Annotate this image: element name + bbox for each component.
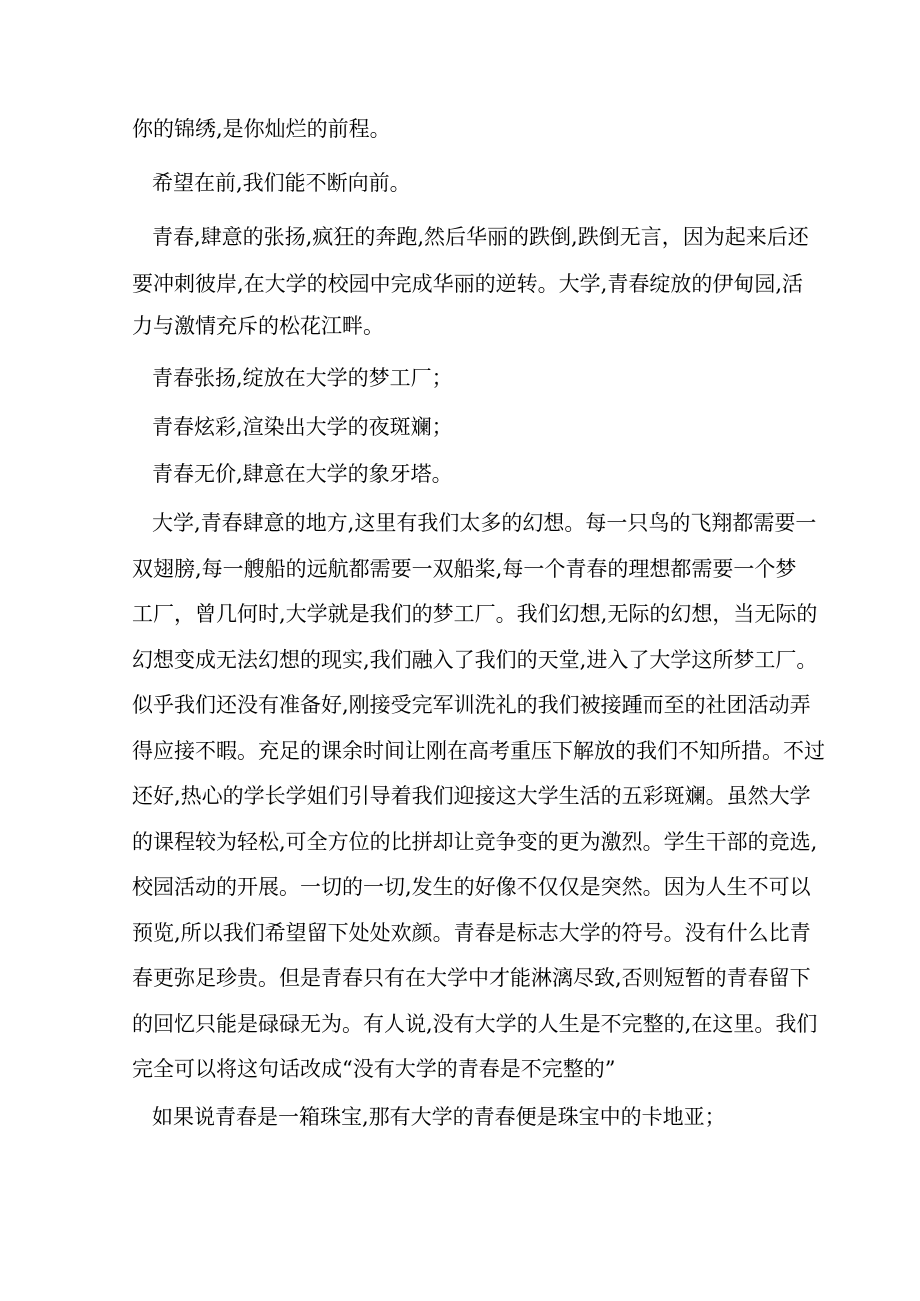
text-line-12: 幻想变成无法幻想的现实,我们融入了我们的天堂,进入了大学这所梦工厂。 <box>132 648 818 672</box>
text-line-19: 春更弥足珍贵。但是青春只有在大学中才能淋漓尽致,否则短暂的青春留下 <box>132 966 811 990</box>
text-line-2: 希望在前,我们能不断向前。 <box>152 171 411 195</box>
text-line-18: 预览,所以我们希望留下处处欢颜。青春是标志大学的符号。没有什么比青 <box>132 921 811 945</box>
text-line-6: 青春张扬,绽放在大学的梦工厂； <box>152 366 453 390</box>
text-line-17: 校园活动的开展。一切的一切,发生的好像不仅仅是突然。因为人生不可以 <box>132 875 811 899</box>
text-line-21: 完全可以将这句话改成“没有大学的青春是不完整的” <box>132 1057 616 1081</box>
text-line-10: 双翅膀,每一艘船的远航都需要一双船桨,每一个青春的理想都需要一个梦 <box>132 557 797 581</box>
text-line-15: 还好,热心的学长学姐们引导着我们迎接这大学生活的五彩斑斓。虽然大学 <box>132 784 811 808</box>
text-line-13: 似乎我们还没有准备好,刚接受完军训洗礼的我们被接踵而至的社团活动弄 <box>132 693 811 717</box>
text-line-9: 大学,青春肆意的地方,这里有我们太多的幻想。每一只鸟的飞翔都需要一 <box>152 511 817 535</box>
text-line-3: 青春,肆意的张扬,疯狂的奔跑,然后华丽的跌倒,跌倒无言，因为起来后还 <box>152 225 809 249</box>
text-line-22: 如果说青春是一箱珠宝,那有大学的青春便是珠宝中的卡地亚； <box>152 1105 726 1129</box>
text-line-7: 青春炫彩,渲染出大学的夜斑斓； <box>152 415 453 439</box>
text-line-14: 得应接不暇。充足的课余时间让刚在高考重压下解放的我们不知所措。不过 <box>132 739 825 763</box>
text-line-8: 青春无价,肆意在大学的象牙塔。 <box>152 462 453 486</box>
text-line-11: 工厂，曾几何时,大学就是我们的梦工厂。我们幻想,无际的幻想，当无际的 <box>132 602 818 626</box>
text-line-4: 要冲刺彼岸,在大学的校园中完成华丽的逆转。大学,青春绽放的伊甸园,活 <box>132 272 804 296</box>
text-line-5: 力与激情充斥的松花江畔。 <box>132 314 384 338</box>
text-line-20: 的回忆只能是碌碌无为。有人说,没有大学的人生是不完整的,在这里。我们 <box>132 1012 818 1036</box>
text-line-16: 的课程较为轻松,可全方位的比拼却让竞争变的更为激烈。学生干部的竞选, <box>132 830 818 854</box>
text-line-1: 你的锦绣,是你灿烂的前程。 <box>132 117 391 141</box>
